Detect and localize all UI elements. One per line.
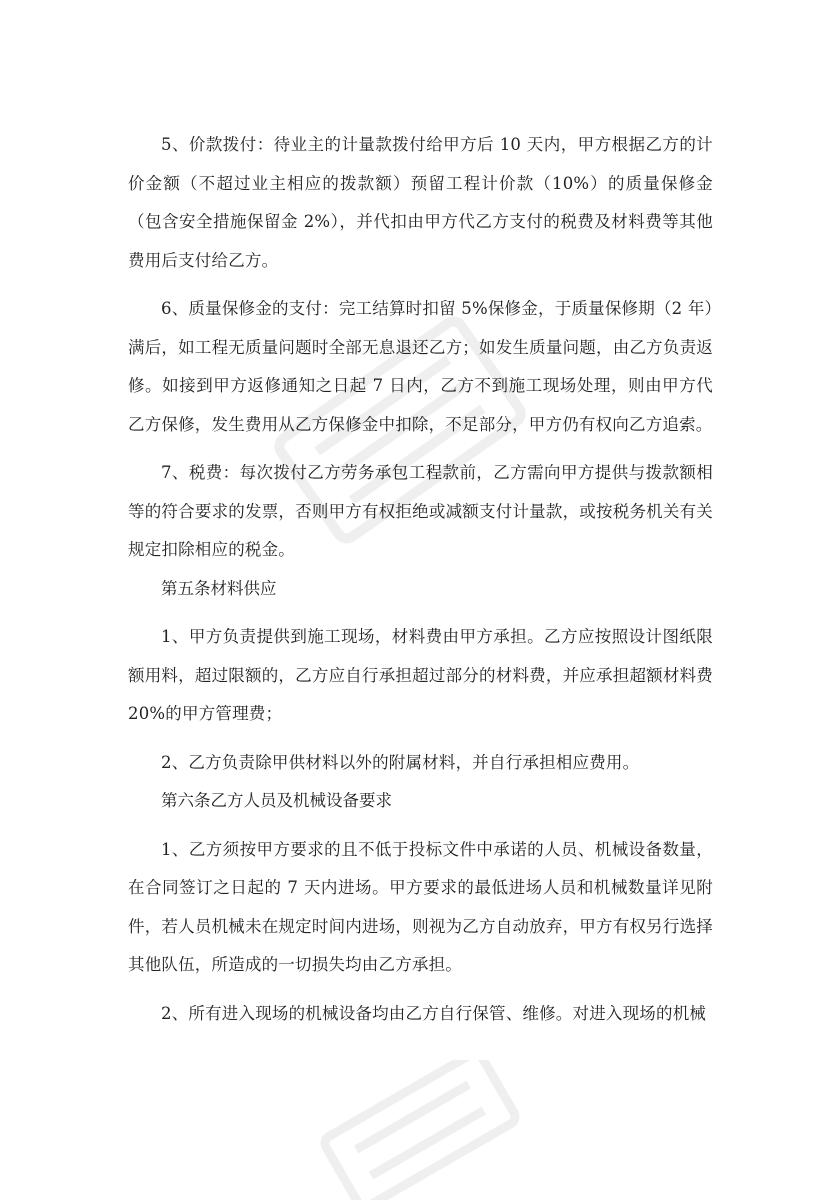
- section-heading: 第五条材料供应: [161, 578, 277, 598]
- section-heading: 第六条乙方人员及机械设备要求: [161, 791, 392, 810]
- watermark-seal-icon: [300, 1060, 540, 1200]
- clause-paragraph: 6、质量保修金的支付：完工结算时扣留 5%保修金，于质量保修期（2 年）满后，如工程无质量问题时全部无息退还乙方；如发生质量问题，由乙方负责返修。如接到甲方返修通知之日起 7 日内，乙方不到施工现场处理，则由甲方代乙方保修，发生费用从乙方保修金中扣除，不足部分，甲方仍有权向乙方追索。: [128, 299, 713, 434]
- clause-paragraph: 2、所有进入现场的机械设备均由乙方自行保管、维修。对进入现场的机械: [161, 1003, 707, 1023]
- clause-paragraph: 2、乙方负责除甲供材料以外的附属材料，并自行承担相应费用。: [161, 752, 640, 772]
- document-body: [128, 126, 713, 1033]
- clause-paragraph: 1、甲方负责提供到施工现场，材料费由甲方承担。乙方应按照设计图纸限额用料，超过限额的，乙方应自行承担超过部分的材料费，并应承担超额材料费 20%的甲方管理费；: [128, 627, 713, 723]
- clause-paragraph: 7、税费：每次拨付乙方劳务承包工程款前，乙方需向甲方提供与拨款额相等的符合要求的发票，否则甲方有权拒绝或减额支付计量款，或按税务机关有关规定扣除相应的税金。: [128, 463, 713, 559]
- clause-paragraph: 1、乙方须按甲方要求的且不低于投标文件中承诺的人员、机械设备数量，在合同签订之日起的 7 天内进场。甲方要求的最低进场人员和机械数量详见附件，若人员机械未在规定时间内进场，则视为乙方自动放弃，甲方有权另行选择其他队伍，所造成的一切损失均由乙方承担。: [128, 839, 713, 974]
- clause-paragraph: 5、价款拨付：待业主的计量款拨付给甲方后 10 天内，甲方根据乙方的计价金额（不超过业主相应的拨款额）预留工程计价款（10%）的质量保修金（包含安全措施保留金 2%），并代扣由甲方代乙方支付的税费及材料费等其他费用后支付给乙方。: [128, 135, 713, 270]
